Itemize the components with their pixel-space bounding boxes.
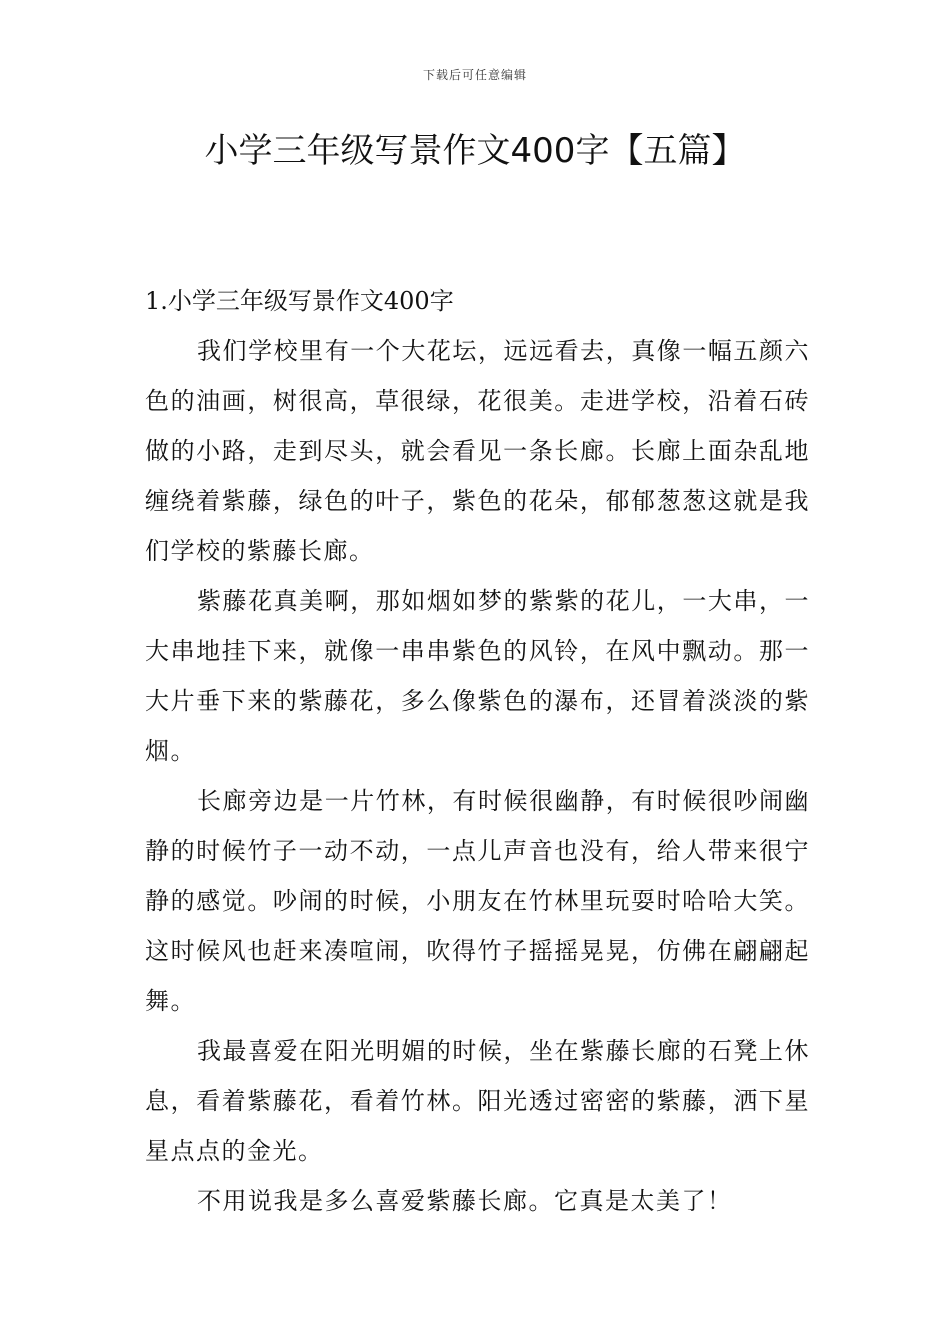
header-note: 下载后可任意编辑 — [422, 68, 527, 82]
document-body — [145, 276, 810, 1226]
paragraph-4: 我最喜爱在阳光明媚的时候，坐在紫藤长廊的石凳上休息，看着紫藤花，看着竹林。阳光透过密密的紫藤，洒下星星点点的金光。 — [145, 1037, 810, 1165]
document-title: 小学三年级写景作文400字【五篇】 — [204, 131, 746, 171]
paragraph-5: 不用说我是多么喜爱紫藤长廊。它真是太美了！ — [197, 1187, 733, 1215]
section-heading: 1.小学三年级写景作文400字 — [145, 287, 454, 315]
paragraph-1: 我们学校里有一个大花坛，远远看去，真像一幅五颜六色的油画，树很高，草很绿，花很美。走进学校，沿着石砖做的小路，走到尽头，就会看见一条长廊。长廊上面杂乱地缠绕着紫藤，绿色的叶子，紫色的花朵，郁郁葱葱这就是我们学校的紫藤长廊。 — [145, 337, 810, 565]
paragraph-2: 紫藤花真美啊，那如烟如梦的紫紫的花儿，一大串，一大串地挂下来，就像一串串紫色的风铃，在风中飘动。那一大片垂下来的紫藤花，多么像紫色的瀑布，还冒着淡淡的紫烟。 — [145, 587, 810, 765]
paragraph-3: 长廊旁边是一片竹林，有时候很幽静，有时候很吵闹幽静的时候竹子一动不动，一点儿声音也没有，给人带来很宁静的感觉。吵闹的时候，小朋友在竹林里玩耍时哈哈大笑。这时候风也赶来凑喧闹，吹得竹子摇摇晃晃，仿佛在翩翩起舞。 — [145, 787, 810, 1015]
